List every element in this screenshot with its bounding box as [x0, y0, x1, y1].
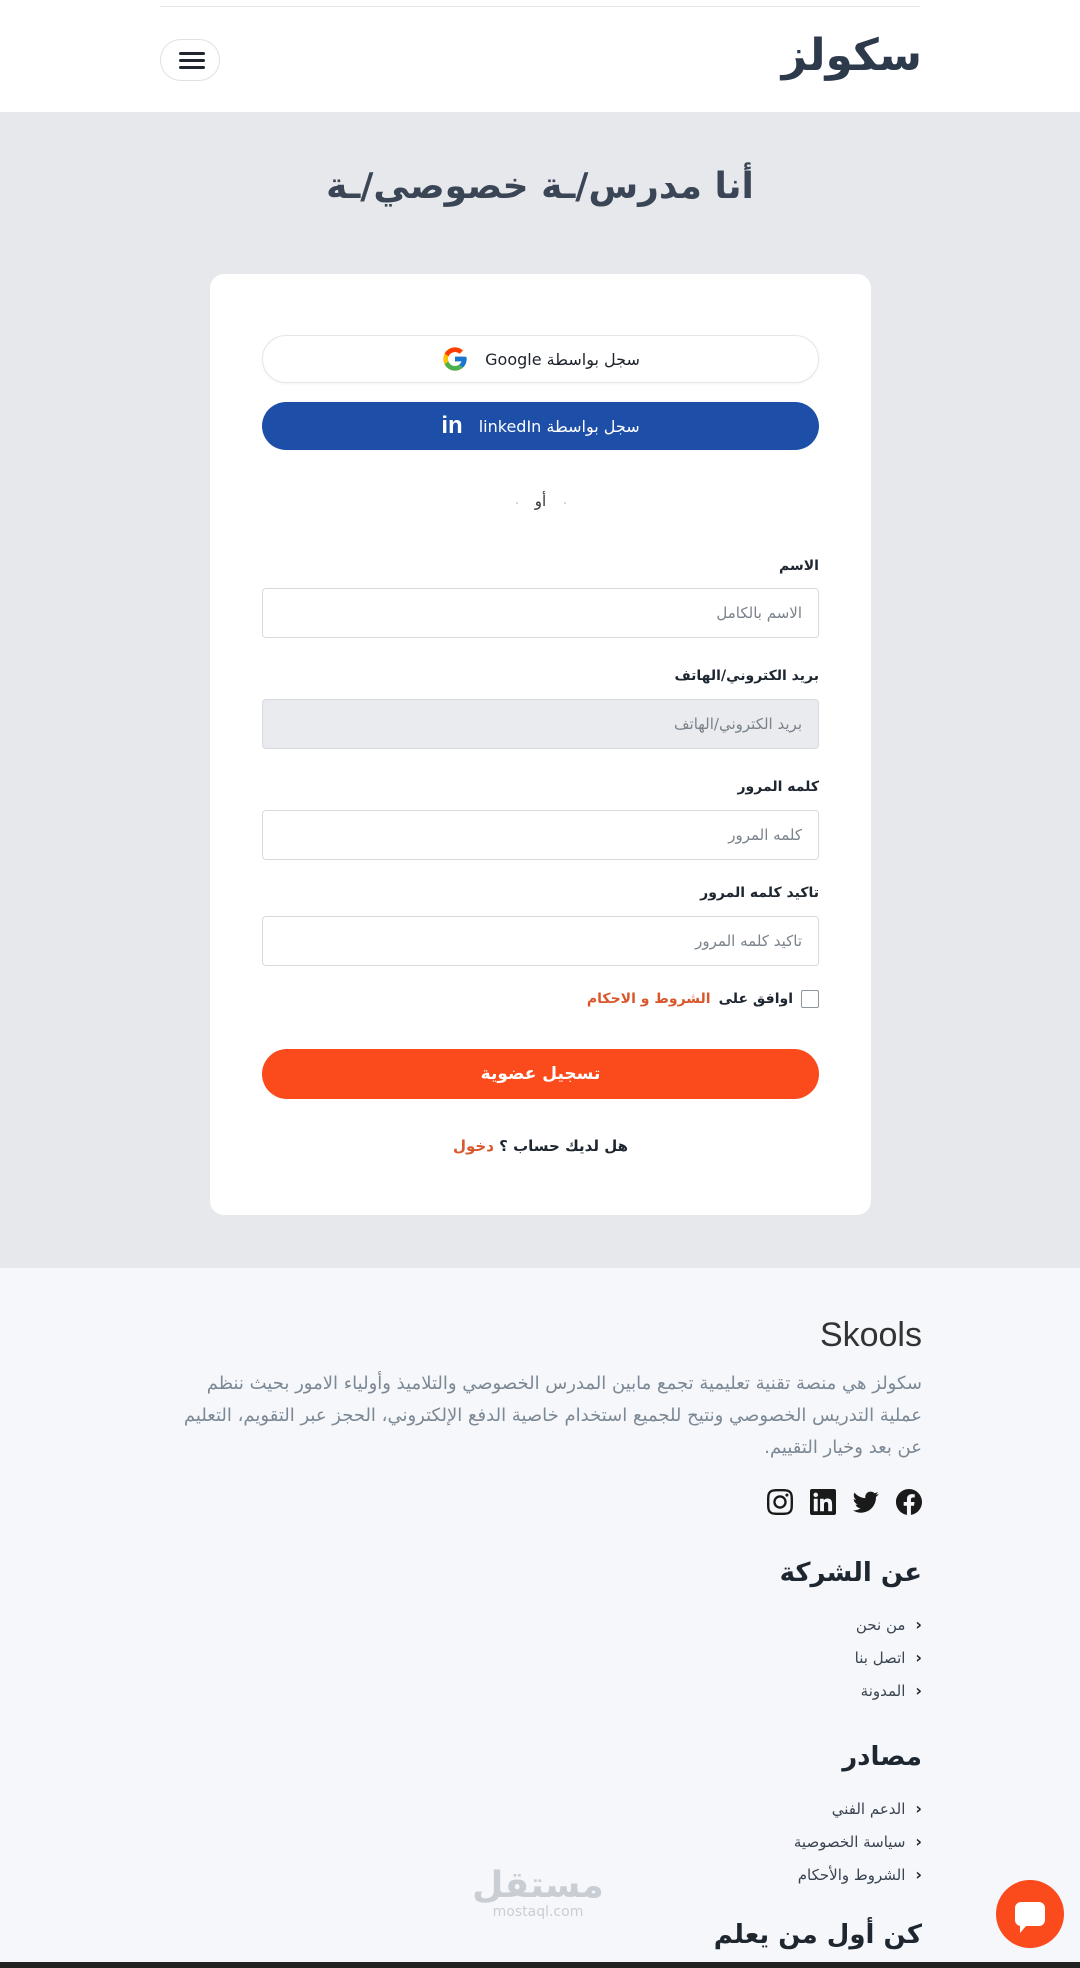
- company-links: [855, 1608, 922, 1707]
- chat-button[interactable]: [996, 1880, 1064, 1948]
- confirm-password-label: تاكيد كلمه المرور: [700, 885, 819, 901]
- hamburger-menu-icon: [179, 52, 205, 55]
- hamburger-menu-button[interactable]: [160, 39, 220, 81]
- login-prompt: [210, 1137, 871, 1155]
- linkedin-footer-link[interactable]: [809, 1488, 836, 1515]
- chevron-left-icon: ‹: [915, 1615, 922, 1634]
- footer-link-contact[interactable]: ‹ اتصل بنا: [854, 1648, 922, 1667]
- have-account-label: هل لديك حساب ؟: [499, 1137, 628, 1155]
- mostaql-watermark: مستقل mostaql.com: [472, 1865, 604, 1920]
- email-phone-field[interactable]: [262, 699, 819, 749]
- linkedin-icon: in: [441, 412, 463, 439]
- instagram-icon: [767, 1489, 793, 1515]
- chevron-left-icon: ‹: [915, 1799, 922, 1818]
- chevron-left-icon: ‹: [915, 1681, 922, 1700]
- footer-about-text: سكولز هي منصة تقنية تعليمية تجمع مابين المدرس الخصوصي والتلاميذ وأولياء الامور بحيث ننظم عملية التدريس الخصوصي ونتيح للجميع استخدام خاصية الدفع الإلكتروني، الحجز عبر التقويم، التعليم عن بعد وخيار التقييم.: [183, 1373, 922, 1458]
- chevron-left-icon: ‹: [915, 1832, 922, 1851]
- google-signup-label: سجل بواسطة Google: [485, 349, 640, 369]
- page-title: أنا مدرس/ـة خصوصي/ـة: [326, 166, 754, 207]
- linkedin-signup-button[interactable]: [262, 402, 819, 450]
- facebook-icon: [896, 1489, 922, 1515]
- agree-label: اوافق على: [718, 991, 793, 1007]
- signup-section: [0, 112, 1080, 1268]
- linkedin-signup-label: سجل بواسطة linkedIn: [478, 416, 640, 436]
- instagram-link[interactable]: [766, 1488, 793, 1515]
- footer-link-privacy[interactable]: ‹ سياسة الخصوصية: [793, 1832, 922, 1851]
- confirm-password-field[interactable]: [262, 916, 819, 966]
- company-heading: عن الشركة: [779, 1558, 922, 1588]
- email-label: بريد الكتروني/الهاتف: [674, 668, 819, 684]
- site-footer: [0, 1268, 1080, 1968]
- or-label: أو: [534, 492, 547, 510]
- terms-checkbox[interactable]: [801, 990, 819, 1008]
- register-button[interactable]: [262, 1049, 819, 1099]
- facebook-link[interactable]: [895, 1488, 922, 1515]
- footer-link-terms[interactable]: ‹ الشروط والأحكام: [797, 1865, 922, 1884]
- site-logo[interactable]: سكولز: [781, 30, 922, 81]
- signup-card: [210, 274, 871, 1215]
- login-link[interactable]: دخول: [452, 1137, 494, 1155]
- chat-bubble-icon: [1015, 1902, 1045, 1926]
- site-header: [0, 0, 1080, 112]
- google-signup-button[interactable]: [262, 335, 819, 383]
- resources-heading: مصادر: [842, 1742, 922, 1772]
- footer-link-about[interactable]: ‹ من نحن: [855, 1615, 922, 1634]
- teach-heading: كن أول من يعلم: [713, 1920, 922, 1950]
- or-divider: [262, 492, 819, 512]
- password-label: كلمه المرور: [737, 779, 819, 795]
- register-label: تسجيل عضوية: [480, 1064, 601, 1084]
- terms-agreement: [587, 990, 819, 1008]
- twitter-link[interactable]: [852, 1488, 879, 1515]
- footer-link-support[interactable]: ‹ الدعم الفني: [831, 1799, 922, 1818]
- footer-link-blog[interactable]: ‹ المدونة: [860, 1681, 922, 1700]
- chevron-left-icon: ‹: [915, 1648, 922, 1667]
- twitter-icon: [853, 1489, 879, 1515]
- name-label: الاسم: [779, 558, 819, 574]
- header-divider: [160, 6, 920, 7]
- footer-logo[interactable]: Skools: [819, 1316, 922, 1354]
- password-field[interactable]: [262, 810, 819, 860]
- bottom-bar: [0, 1962, 1080, 1968]
- google-icon: [441, 345, 469, 373]
- chevron-left-icon: ‹: [915, 1865, 922, 1884]
- social-links: [766, 1488, 922, 1515]
- resources-links: [794, 1792, 922, 1891]
- name-field[interactable]: [262, 588, 819, 638]
- linkedin-icon: [810, 1489, 836, 1515]
- terms-link[interactable]: الشروط و الاحكام: [586, 991, 711, 1007]
